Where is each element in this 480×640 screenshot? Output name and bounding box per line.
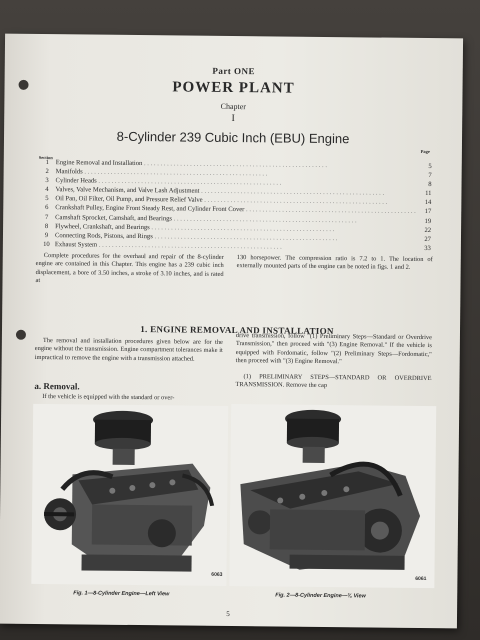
- toc-section-title: Manifolds . . .: [56, 167, 418, 180]
- toc-page-number: 33: [424, 244, 431, 252]
- toc-page-number: 5: [428, 163, 432, 171]
- toc-section-header: Section: [38, 154, 53, 161]
- toc-section-title: Exhaust System . . .: [55, 240, 417, 253]
- figure-2-caption: Fig. 2—8-Cylinder Engine—¾ View: [275, 592, 366, 600]
- toc-page-number: 17: [424, 208, 432, 216]
- subsection-left-paragraph: If the vehicle is equipped with the standard or over-: [42, 393, 175, 402]
- toc-section-title: Cylinder Heads . . .: [56, 176, 418, 189]
- section-right-paragraph-2: (1) PRELIMINARY STEPS—STANDARD OR OVERDRIVE TRANSMISSION. Remove the cap: [235, 373, 432, 390]
- engine-photo-left-view: [31, 404, 228, 586]
- chapter-number: I: [231, 112, 235, 125]
- page-title: POWER PLANT: [172, 79, 295, 97]
- chapter-label: Chapter: [220, 101, 247, 112]
- engine-photo-three-quarter-view: [229, 404, 436, 588]
- photo-number: 6061: [415, 575, 427, 583]
- toc-section-number: 6: [45, 204, 49, 212]
- toc-section-title: Flywheel, Crankshaft, and Bearings . . .: [55, 222, 417, 235]
- section-left-paragraph: The removal and installation procedures given below are for the engine without the transmission. Engine compartment tolerances make it impractical to remove the engine with a transmission attached.: [34, 337, 223, 363]
- section-right-paragraph: drive transmission, follow "(1) Preliminary Steps—Standard or Overdrive Transmission," then proceed with "(3) Engine Removal." If the vehicle is equipped with Fordomatic, follow "(2) Preliminary Steps—Fordomatic," then proceed with "(3) Engine Removal.": [235, 332, 432, 366]
- toc-section-number: 8: [44, 222, 49, 230]
- chapter-title: 8-Cylinder 239 Cubic Inch (EBU) Engine: [116, 128, 350, 147]
- toc-section-number: 4: [45, 186, 49, 194]
- toc-section-title: Oil Pan, Oil Filter, Oil Pump, and Pressure Relief Valve . . .: [55, 195, 417, 208]
- toc-page-number: 19: [424, 217, 432, 225]
- manual-page: [0, 34, 463, 629]
- binder-hole: [16, 330, 26, 340]
- toc-page-header: Page: [420, 148, 430, 155]
- intro-right-paragraph: 130 horsepower. The compression ratio is 7.2 to 1. The location of externally mounted parts of the engine can be noted in figs. 1 and 2.: [236, 254, 433, 272]
- figure-1-caption: Fig. 1—8-Cylinder Engine—Left View: [73, 590, 170, 598]
- toc-page-number: 11: [425, 190, 432, 198]
- toc-section-number: 7: [44, 213, 49, 221]
- toc-section-number: 1: [45, 159, 49, 167]
- toc-section-number: 3: [45, 177, 49, 185]
- engine-illustration: [31, 404, 228, 586]
- toc-section-title: Valves, Valve Mechanism, and Valve Lash Adjustment . . .: [55, 185, 417, 198]
- toc-section-title: Connecting Rods, Pistons, and Rings . . .: [55, 231, 417, 244]
- toc-section-number: 9: [44, 231, 49, 239]
- photo-number: 6063: [211, 571, 223, 578]
- toc-section-title: Camshaft Sprocket, Camshaft, and Bearings . . .: [55, 213, 417, 226]
- toc-page-number: 27: [424, 235, 432, 243]
- toc-page-number: 7: [428, 172, 432, 180]
- subsection-heading: a. Removal.: [34, 380, 80, 392]
- toc-section-title: Engine Removal and Installation . . .: [56, 158, 418, 171]
- toc-section-number: 2: [45, 168, 49, 176]
- toc-page-number: 8: [428, 181, 432, 189]
- toc-section-title: Crankshaft Pulley, Engine Front Steady Rest, and Cylinder Front Cover . . .: [55, 204, 417, 217]
- toc-section-number: 5: [45, 195, 49, 203]
- engine-illustration: [229, 404, 436, 588]
- table-of-contents: [38, 158, 432, 253]
- part-label: Part ONE: [212, 65, 256, 77]
- page-number: 5: [226, 609, 230, 619]
- toc-section-number: 10: [43, 240, 50, 248]
- intro-left-paragraph: Complete procedures for the overhaul and repair of the 8-cylinder engine are contained in this Chapter. This engine has a 239 cubic inch displacement, a bore of 3.50 inches, a stroke of 3.10 inches, and is rated at: [35, 252, 224, 284]
- section-heading: 1. ENGINE REMOVAL AND INSTALLATION: [140, 324, 334, 337]
- toc-page-number: 14: [424, 199, 432, 207]
- toc-page-number: 22: [424, 226, 432, 234]
